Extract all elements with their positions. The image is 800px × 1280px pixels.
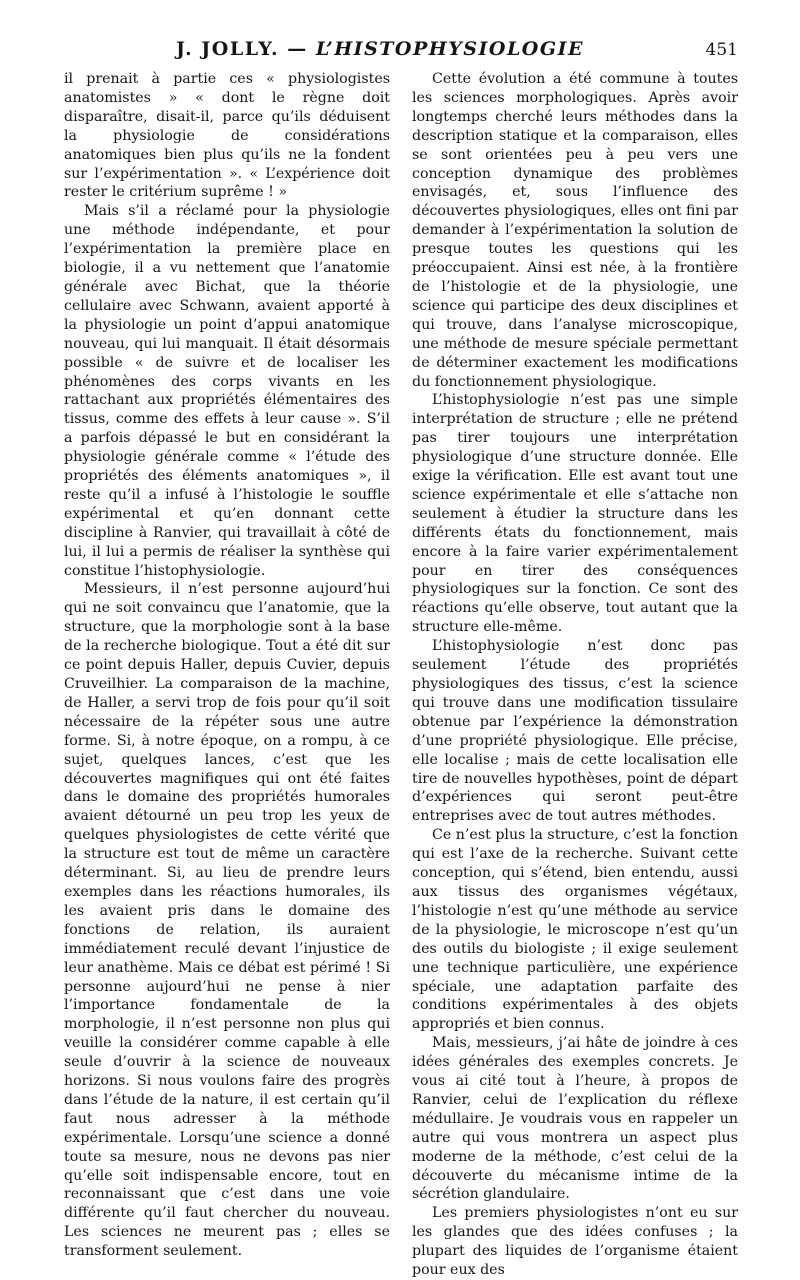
paragraph: Les premiers physiologistes n’ont eu sur les glandes que des idées confuses ; la plupart des liquides de l’organisme étaient pour eux des [412, 1205, 738, 1279]
paragraph: Messieurs, il n’est personne aujourd’hui qui ne soit convaincu que l’anatomie, que la structure, que la morphologie sont à la base de la recherche biologique. Tout a été dit sur ce point depuis Haller, depuis Cuvier, depuis Cruveilhier. La comparaison de la machine, de Haller, a servi trop de fois pour qu’il soit nécessaire de la répéter sous une autre forme. Si, à notre époque, on a rompu, à ce sujet, quelques lances, c’est que les découvertes magnifiques qui ont été faites dans le domaine des propriétés humorales avaient détourné un peu trop les yeux de quelques physiologistes de cette vérité que la structure est tout de même un caractère déterminant. Si, au lieu de prendre leurs exemples dans les réactions humorales, ils les avaient pris dans le domaine des fonctions de relation, ils auraient immédiatement reculé devant l’injustice de leur anathème. Mais ce débat est périmé ! Si personne aujourd’hui ne pense à nier l’importance fondamentale de la morphologie, il n’est personne non plus qui veuille la considérer comme capable à elle seule d’ouvrir à la science de nouveaux horizons. Si nous voulons faire des progrès dans l’étude de la nature, il est certain qu’il faut nous adresser à la méthode expérimentale. Lorsqu’une science a donné toute sa mesure, nous ne devons pas nier qu’elle soit indispensable encore, tout en reconnaissant que c’est dans une voie différente qu’il faut chercher du nouveau. Les sciences ne meurent pas ; elles se transforment seulement. [64, 581, 390, 1260]
article-title: L’HISTOPHYSIOLOGIE [315, 38, 584, 60]
running-header [0, 38, 800, 64]
author-name: J. JOLLY. [176, 38, 280, 60]
paragraph: Mais s’il a réclamé pour la physiologie une méthode indépendante, et pour l’expérimentation la première place en biologie, il a vu nettement que l’anatomie générale avec Bichat, que la théorie cellulaire avec Schwann, avaient apporté à la physiologie un point d’appui anatomique nouveau, qui lui manquait. Il était désormais possible « de suivre et de localiser les phénomènes des corps vivants en les rattachant aux propriétés élémentaires des tissus, comme des effets à leur cause ». S’il a parfois dépassé le but en considérant la physiologie générale comme « l’étude des propriétés des éléments anatomiques », il reste qu’il a infusé à l’histologie le souffle expérimental et qu’en donnant cette discipline à Ranvier, qui travaillait à côté de lui, il lui a permis de réaliser la synthèse qui constitue l’histophysiologie. [64, 203, 390, 579]
paragraph: Cette évolution a été commune à toutes les sciences morphologiques. Après avoir longtemps cherché leurs méthodes dans la description statique et la comparaison, elles se sont orientées peu à peu vers une conception dynamique des problèmes envisagés, et, sous l’influence des découvertes physiologiques, elles ont fini par demander à l’expérimentation la solution de presque toutes les questions qui les préoccupaient. Ainsi est née, à la frontière de l’histologie et de la physiologie, une science qui participe des deux disciplines et qui trouve, dans l’analyse microscopique, une méthode de mesure spéciale permettant de déterminer exactement les modifications du fonctionnement physiologique. [412, 71, 738, 390]
title-separator: — [279, 38, 316, 60]
left-column [64, 70, 390, 1261]
running-title [160, 38, 600, 60]
right-column [412, 70, 738, 1280]
paragraph: Mais, messieurs, j’ai hâte de joindre à ces idées générales des exemples concrets. Je vous ai cité tout à l’heure, à propos de Ranvier, celui de l’explication du réflexe médullaire. Je voudrais vous en rappeler un autre qui vous montrera un aspect plus moderne de la méthode, c’est celui de la découverte du mécanisme intime de la sécrétion glandulaire. [412, 1035, 738, 1203]
paragraph: il prenait à partie ces « physiologistes anatomistes » « dont le règne doit disparaître, disait-il, parce qu’ils déduisent la physiologie de considérations anatomiques bien plus qu’ils ne la fondent sur l’expérimentation ». « L’expérience doit rester le critérium suprême ! » [64, 71, 390, 201]
page-number: 451 [705, 40, 738, 60]
paragraph: L’histophysiologie n’est pas une simple interprétation de structure ; elle ne prétend pas tirer toujours une interprétation physiologique d’une structure donnée. Elle exige la vérification. Elle est avant tout une science expérimentale et elle s’attache non seulement à étudier la structure dans les différents états du fonctionnement, mais encore à la faire varier expérimentalement pour en tirer des conséquences physiologiques sur la fonction. Ce sont des réactions qu’elle observe, tout autant que la structure elle-même. [412, 392, 738, 636]
paragraph: Ce n’est plus la structure, c’est la fonction qui est l’axe de la recherche. Suivant cette conception, qui s’étend, bien entendu, aussi aux tissus des organismes végétaux, l’histologie n’est qu’une méthode au service de la physiologie, le microscope n’est qu’un des outils du biologiste ; il exige seulement une technique particulière, une expérience spéciale, une adaptation parfaite des conditions expérimentales à des objets appropriés et bien connus. [412, 827, 738, 1033]
paragraph: L’histophysiologie n’est donc pas seulement l’étude des propriétés physiologiques des tissus, c’est la science qui trouve dans une modification tissulaire obtenue par l’expérience la démonstration d’une propriété physiologique. Elle précise, elle localise ; mais de cette localisation elle tire de nouvelles hypothèses, point de départ d’expériences qui seront peut-être entreprises avec de tout autres méthodes. [412, 638, 738, 825]
